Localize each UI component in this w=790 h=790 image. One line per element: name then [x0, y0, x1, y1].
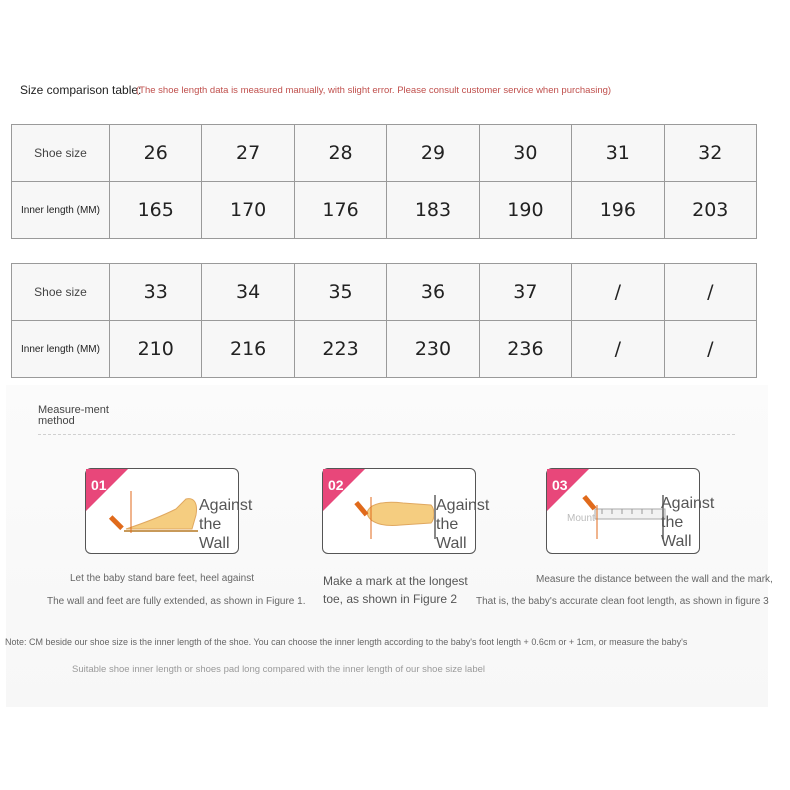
size-cell: 37	[479, 264, 571, 321]
length-cell: 203	[664, 182, 756, 239]
figure-1-caption-line1: Let the baby stand bare feet, heel against	[70, 573, 255, 584]
figure-1-card	[85, 468, 253, 554]
against-wall-label: Against the Wall	[436, 497, 490, 552]
size-cell: 26	[110, 125, 202, 182]
length-cell: 190	[479, 182, 571, 239]
length-cell: 196	[572, 182, 664, 239]
size-cell: 31	[572, 125, 664, 182]
size-table-title: Size comparison table:	[20, 83, 142, 97]
size-note: Note: CM beside our shoe size is the inner length of the shoe. You can choose the inner length according to the baby's foot length + 0.6cm or + 1cm, or measure the baby's	[5, 637, 688, 647]
row-label-inner-length: Inner length (MM)	[12, 182, 110, 239]
figure-3-caption-line1: Measure the distance between the wall and the mark,	[536, 574, 773, 585]
pencil-icon	[582, 495, 596, 510]
length-cell: 216	[202, 321, 294, 378]
size-cell: 33	[110, 264, 202, 321]
size-cell: 36	[387, 264, 479, 321]
table-row-inner-length	[12, 182, 757, 239]
ruler-icon	[595, 509, 665, 519]
size-cell: 35	[294, 264, 386, 321]
figure-3-caption-line2: That is, the baby's accurate clean foot length, as shown in figure 3	[476, 596, 769, 607]
length-cell: /	[572, 321, 664, 378]
size-cell: 30	[479, 125, 571, 182]
row-label-shoe-size: Shoe size	[12, 125, 110, 182]
size-cell: 34	[202, 264, 294, 321]
size-cell: 28	[294, 125, 386, 182]
foot-icon	[367, 502, 434, 525]
table-row-shoe-size	[12, 264, 757, 321]
size-cell: /	[664, 264, 756, 321]
section-divider	[38, 434, 735, 435]
ruler-text: Mount	[567, 513, 595, 524]
length-cell: /	[664, 321, 756, 378]
length-cell: 230	[387, 321, 479, 378]
length-cell: 176	[294, 182, 386, 239]
table-row-inner-length	[12, 321, 757, 378]
size-cell: 29	[387, 125, 479, 182]
step-number: 03	[552, 477, 568, 493]
length-cell: 236	[479, 321, 571, 378]
figure-3-card	[546, 468, 715, 554]
figure-2-caption-line2: toe, as shown in Figure 2	[323, 592, 458, 606]
foot-icon	[126, 499, 197, 529]
pencil-icon	[354, 501, 368, 516]
figure-2-caption-line1: Make a mark at the longest	[323, 574, 468, 588]
step-number: 02	[328, 477, 344, 493]
figure-1-caption-line2: The wall and feet are fully extended, as shown in Figure 1.	[47, 596, 306, 607]
size-table-note: (The shoe length data is measured manually, with slight error. Please consult customer service when purchasing)	[136, 85, 612, 96]
length-cell: 183	[387, 182, 479, 239]
size-table-2	[11, 263, 757, 378]
size-cell: 32	[664, 125, 756, 182]
figure-2-card	[322, 468, 490, 554]
row-label-inner-length: Inner length (MM)	[12, 321, 110, 378]
against-wall-label: Against the Wall	[199, 497, 253, 552]
row-label-shoe-size: Shoe size	[12, 264, 110, 321]
against-wall-label: Against the Wall	[661, 495, 715, 550]
size-cell: 27	[202, 125, 294, 182]
length-cell: 223	[294, 321, 386, 378]
size-table-1	[11, 124, 757, 239]
length-cell: 170	[202, 182, 294, 239]
length-cell: 165	[110, 182, 202, 239]
suitable-length-text: Suitable shoe inner length or shoes pad long compared with the inner length of our shoe size label	[72, 664, 485, 675]
length-cell: 210	[110, 321, 202, 378]
pencil-icon	[109, 515, 124, 530]
size-cell: /	[572, 264, 664, 321]
table-row-shoe-size	[12, 125, 757, 182]
step-number: 01	[91, 477, 107, 493]
measurement-method-title: Measure-ment method	[38, 404, 109, 427]
